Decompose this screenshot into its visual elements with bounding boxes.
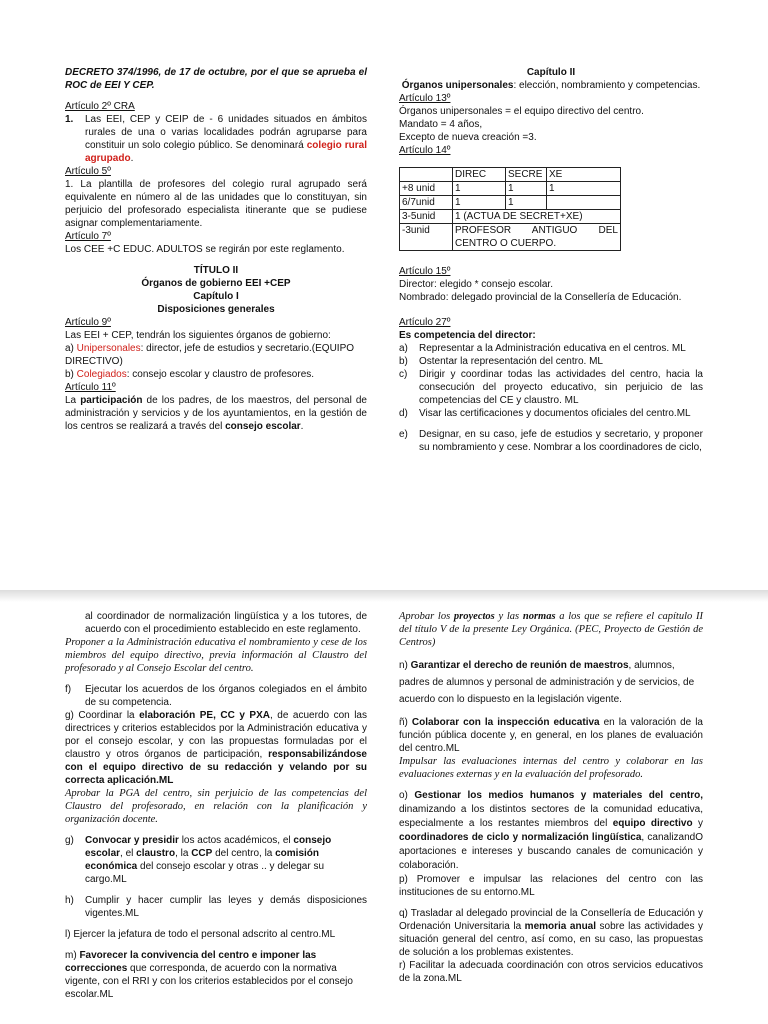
list-item: d) Visar las certificaciones y documentos oficiales del centro.ML [399,408,691,419]
text-line: Órganos unipersonales = el equipo directivo del centro. [399,106,644,117]
continuation-text: al coordinador de normalización lingüística y a los tutores, de acuerdo con el procedimiento establecido en este reglamento. [85,611,367,635]
table-row: 3-5unid 1 (ACTUA DE SECRET+XE) [400,210,621,224]
bottom-left-column [65,610,367,1001]
item-g-coordinar: g) Coordinar la elaboración PE, CC y PXA, de acuerdo con las directrices y criterios establecidos por la Administración educativa y por el consejo escolar, y con las propuestas formuladas por el claustro y otros órganos de participación, responsabilizándose con el equipo directivo de su redacción y velando por su correcta aplicación.ML [65,710,367,786]
art7-heading: Artículo 7º [65,231,111,242]
item-g-serif: Aprobar la PGA del centro, sin perjuicio de las competencias del Claustro del profesorado, en relación con la planificación y organización docente. [65,788,367,825]
item-q: q) Trasladar al delegado provincial de la Consellería de Educación y Ordenación Universitaria la memoria anual sobre las actividades y situación general del centro, así como, en su caso, las propuestas de solución a los problemas existentes. [399,908,703,958]
art13-lines [399,105,703,144]
item-l: l) Ejercer la jefatura de todo el personal adscrito al centro.ML [65,929,336,940]
art15-heading: Artículo 15º [399,266,451,277]
art2-item-label: 1. [65,114,74,125]
capitulo2-subheading: Órganos unipersonales: elección, nombramiento y competencias. [401,80,701,91]
art2-item [65,113,367,165]
art11-heading: Artículo 11º [65,382,116,393]
art27-item-e: e) Designar, en su caso, jefe de estudios y secretario, y proponer su nombramiento y cese. Nombrar a los coordinadores de ciclo, [399,429,703,453]
capitulo-heading: Capítulo I [193,291,239,302]
art7-text: Los CEE +C EDUC. ADULTOS se regirán por este reglamento. [65,244,345,255]
capitulo-subheading: Disposiciones generales [157,304,275,315]
list-item: b) Ostentar la representación del centro. ML [399,356,603,367]
art14-heading: Artículo 14º [399,145,451,156]
art2-text: Las EEI, CEP y CEIP de - 6 unidades situados en ámbitos rurales de una o varias localidades podrán agruparse para constituir un solo colegio público. Se denominará colegio rural agrupado. [85,114,367,164]
art9-b: b) Colegiados: consejo escolar y claustro de profesores. [65,369,315,380]
item-f: f) Ejecutar los acuerdos de los órganos colegiados en el ámbito de su competencia. [65,684,367,708]
item-nn-serif: Impulsar las evaluaciones internas del centro y colaborar en las evaluaciones externas y en la evaluación del profesorado. [399,756,703,780]
item-nn: ñ) Colaborar con la inspección educativa en la valoración de la función pública docente y, en general, en los planes de evaluación del centro.ML [399,717,703,754]
table-row: +8 unid 1 1 1 [400,182,621,196]
art27-heading: Artículo 27º [399,317,451,328]
top-left-column [65,66,367,433]
text-line: Director: elegido * consejo escolar. [399,279,553,290]
art11-text: La participación de los padres, de los maestros, del personal de administración y servicios y de los ayuntamientos, en la gestión de los centros se realizará a través del consejo escolar. [65,395,367,432]
table-row: -3unid PROFESOR ANTIGUO DEL CENTRO O CUERPO. [400,224,621,251]
art27-intro: Es competencia del director: [399,330,536,341]
decree-title: DECRETO 374/1996, de 17 de octubre, por el que se aprueba el ROC de EEI Y CEP. [65,67,367,91]
bottom-right-column [399,610,703,985]
text-line: Nombrado: delegado provincial de la Consellería de Educación. [399,292,682,303]
continuation-serif: Proponer a la Administración educativa el nombramiento y cese de los miembros del equipo directivo, previa información al Claustro del profesorado y al Consejo Escolar del centro. [65,637,367,674]
table-row: 6/7unid 1 1 [400,196,621,210]
art9-a: a) Unipersonales: director, jefe de estudios y secretario.(EQUIPO DIRECTIVO) [65,343,355,367]
item-g-convocar: g) Convocar y presidir los actos académicos, el consejo escolar, el claustro, la CCP del centro, la comisión económica del consejo escolar y otras .. y delegar su cargo.ML [65,835,332,885]
item-m: m) Favorecer la convivencia del centro e imponer las correcciones que corresponda, de acuerdo con la normativa vigente, con el RRI y con los criterios establecidos por el consejo escolar.ML [65,950,353,1000]
item-r: r) Facilitar la adecuada coordinación con otros servicios educativos de la zona.ML [399,960,703,984]
table-row: DIREC SECRE XE [400,168,621,182]
list-item: a) Representar a la Administración educativa en el centros. ML [399,343,686,354]
top-right-column [399,66,703,454]
text-line: Excepto de nueva creación =3. [399,132,537,143]
art5-text: 1. La plantilla de profesores del colegio rural agrupado será equivalente en número al de las unidades que lo constituyan, sin perjuicio del profesorado especialista itinerante que se pudiese asignar complementariamente. [65,179,367,229]
item-n: n) Garantizar el derecho de reunión de maestros, alumnos, padres de alumnos y personal de administración y de servicios, de acuerdo con lo dispuesto en la legislación vigente. [399,660,695,705]
aprobar-proyectos: Aprobar los proyectos y las normas a los que se refiere el capítulo II del título V de la presente Ley Orgánica. (PEC, Proyecto de Gestión de Centros) [399,611,703,648]
text-line: Mandato = 4 años, [399,119,483,130]
art9-text: Las EEI + CEP, tendrán los siguientes órganos de gobierno: [65,330,331,341]
item-p: p) Promover e impulsar las relaciones del centro con las instituciones de su entorno.ML [399,874,703,898]
art13-heading: Artículo 13º [399,93,451,104]
art5-heading: Artículo 5º [65,166,111,177]
titulo-heading: TÍTULO II [193,265,239,276]
art27-items [399,342,703,420]
list-item: c) Dirigir y coordinar todas las actividades del centro, hacia la consecución del proyecto educativo, sin perjuicio de las competencias del CE y claustro. ML [399,369,703,406]
titulo-subheading: Órganos de gobierno EEI +CEP [141,278,291,289]
item-o: o) Gestionar los medios humanos y materiales del centro, dinamizando a los distintos sectores de la comunidad educativa, especialmente a los restantes miembros del equipo directivo y coordinadores de ciclo y normalización lingüística, canalizandO aportaciones e intereses y buscando canales de comunicación y colaboración. [399,790,704,871]
art2-heading: Artículo 2º CRA [65,101,135,112]
cargos-table [399,167,621,251]
capitulo2-heading: Capítulo II [526,67,576,78]
item-h: h) Cumplir y hacer cumplir las leyes y demás disposiciones vigentes.ML [65,895,367,919]
page-separator [0,590,768,602]
art9-heading: Artículo 9º [65,317,111,328]
art15-lines [399,278,703,304]
colegio-rural-term: colegio rural agrupado [85,140,367,164]
